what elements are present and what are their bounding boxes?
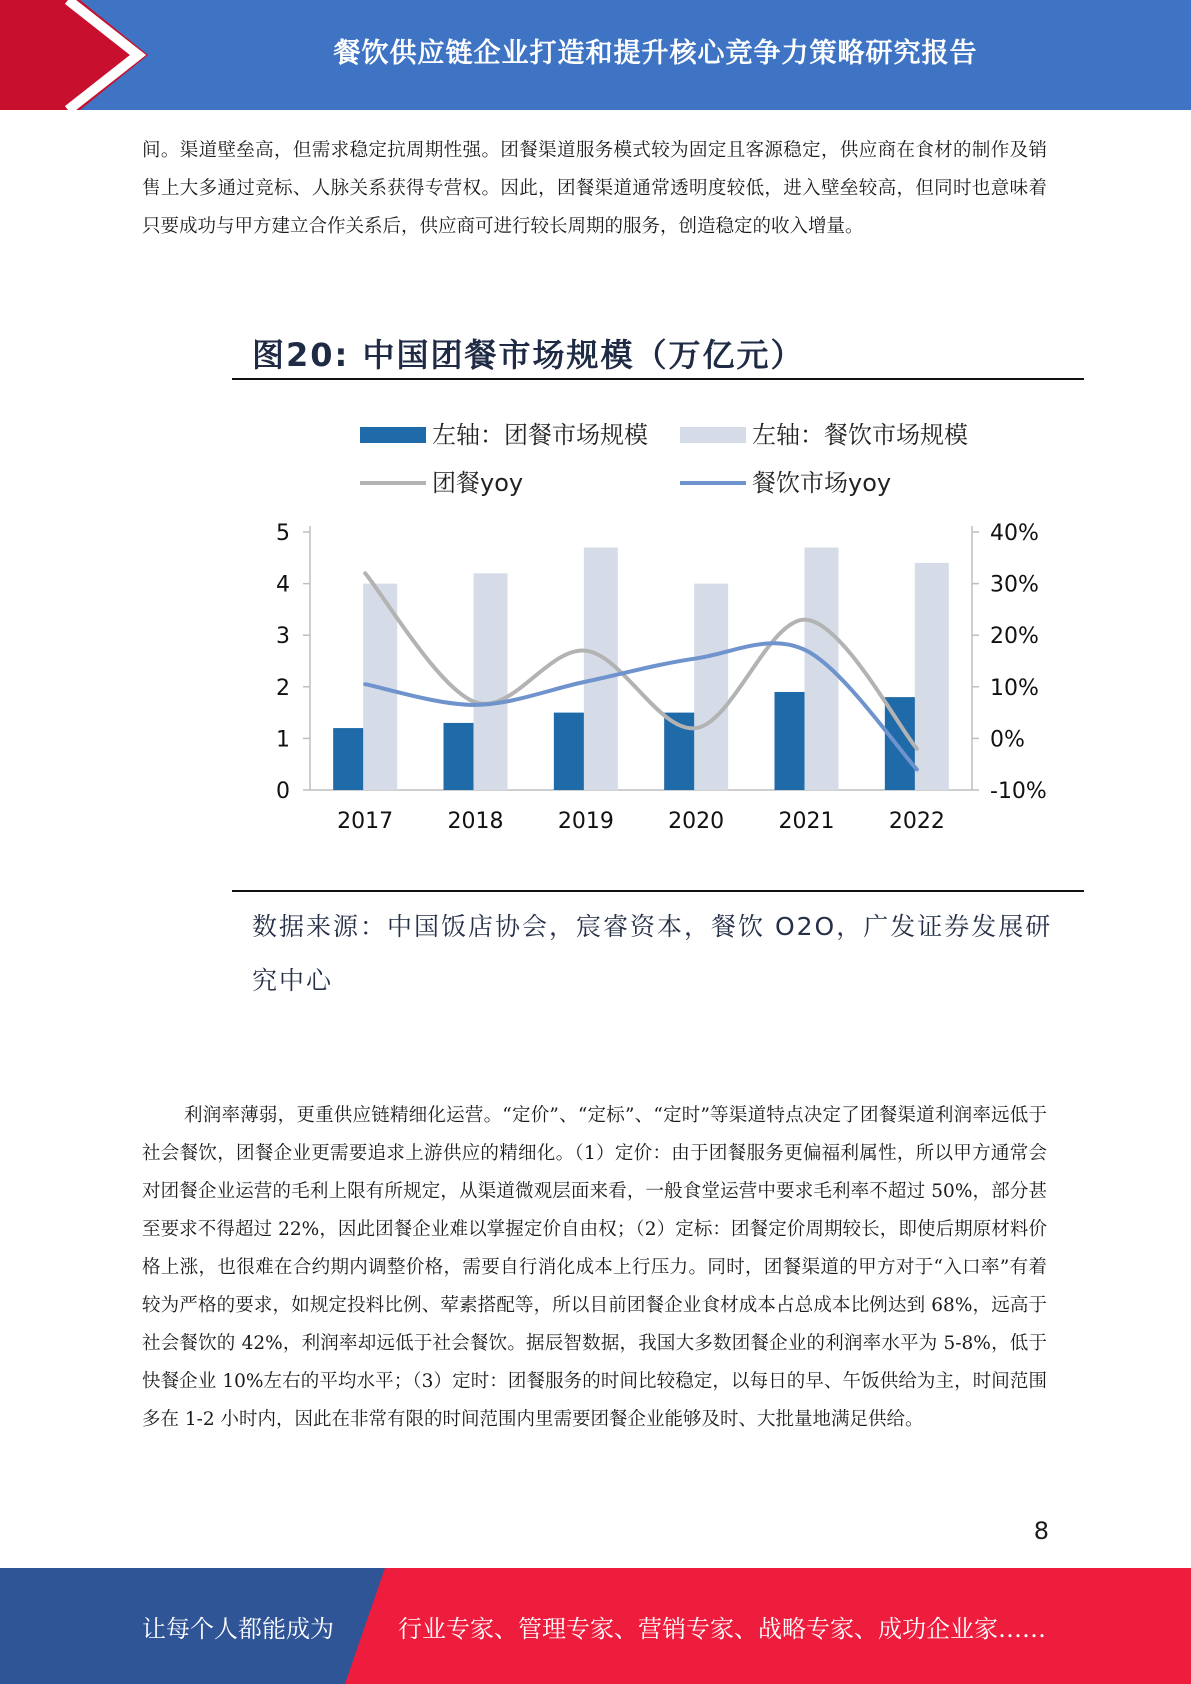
left-tick-label-2: 2 bbox=[276, 675, 290, 701]
body-paragraph-2: 利润率薄弱，更重供应链精细化运营。“定价”、“定标”、“定时”等渠道特点决定了团餐渠道利润率远低于社会餐饮，团餐企业更需要追求上游供应的精细化。（1）定价：由于团餐服务更偏福利属性，所以甲方通常会对团餐企业运营的毛利上限有所规定，从渠道微观层面来看，一般食堂运营中要求毛利率不超过 50%，部分甚至要求不得超过 22%，因此团餐企业难以掌握定价自由权；（2）定标：团餐定价周期较长，即使后期原材料价格上涨，也很难在合约期内调整价格，需要自行消化成本上行压力。同时，团餐渠道的甲方对于“入口率”有着较为严格的要求，如规定投料比例、荤素搭配等，所以目前团餐企业食材成本占总成本比例达到 68%，远高于社会餐饮的 42%，利润率却远低于社会餐饮。据辰智数据，我国大多数团餐企业的利润率水平为 5-8%，低于快餐企业 10%左右的平均水平；（3）定时：团餐服务的时间比较稳定，以每日的早、午饭供给为主，时间范围多在 1-2 小时内，因此在非常有限的时间范围内里需要团餐企业能够及时、大批量地满足供给。 bbox=[142, 1105, 1047, 1430]
right-tick-label-4: 30% bbox=[990, 572, 1039, 598]
report-title: 餐饮供应链企业打造和提升核心竞争力策略研究报告 bbox=[333, 37, 978, 69]
bar-s1-2020 bbox=[694, 584, 728, 790]
x-tick-label-4: 2021 bbox=[778, 809, 835, 834]
bar-s0-2017 bbox=[333, 728, 367, 790]
page-header bbox=[0, 0, 1191, 110]
bar-s0-2021 bbox=[775, 692, 809, 790]
bar-s1-2022 bbox=[915, 563, 949, 790]
x-tick-label-3: 2020 bbox=[668, 809, 725, 834]
market-size-chart bbox=[232, 395, 1084, 855]
x-tick-label-1: 2018 bbox=[447, 809, 504, 834]
legend-label-1: 左轴：餐饮市场规模 bbox=[752, 421, 968, 449]
left-tick-label-0: 0 bbox=[276, 779, 290, 804]
left-tick-label-4: 4 bbox=[276, 572, 290, 598]
figure-source: 数据来源：中国饭店协会，宸睿资本，餐饮 O2O，广发证券发展研究中心 bbox=[252, 912, 1053, 995]
figure-top-rule bbox=[232, 378, 1084, 380]
right-tick-label-0: -10% bbox=[990, 779, 1047, 804]
legend-label-3: 餐饮市场yoy bbox=[752, 469, 892, 497]
bar-s1-2019 bbox=[584, 547, 618, 790]
page-number: 8 bbox=[1033, 1517, 1049, 1545]
bar-s1-2018 bbox=[474, 573, 508, 790]
right-tick-label-1: 0% bbox=[990, 727, 1025, 753]
legend-label-2: 团餐yoy bbox=[432, 469, 524, 497]
bar-s0-2019 bbox=[554, 713, 588, 790]
figure-title: 图20: 中国团餐市场规模（万亿元） bbox=[252, 336, 805, 374]
legend-swatch-1 bbox=[680, 427, 746, 443]
left-tick-label-1: 1 bbox=[276, 727, 290, 753]
body-paragraph-1: 间。渠道壁垒高，但需求稳定抗周期性强。团餐渠道服务模式较为固定且客源稳定，供应商在食材的制作及销售上大多通过竞标、人脉关系获得专营权。因此，团餐渠道通常透明度较低，进入壁垒较高，但同时也意味着只要成功与甲方建立合作关系后，供应商可进行较长周期的服务，创造稳定的收入增量。 bbox=[142, 140, 1047, 237]
footer-slogan-left: 让每个人都能成为 bbox=[142, 1614, 334, 1643]
footer-slogan-right: 行业专家、管理专家、营销专家、战略专家、成功企业家…… bbox=[398, 1614, 1046, 1643]
left-tick-label-5: 5 bbox=[276, 521, 290, 546]
legend-label-0: 左轴：团餐市场规模 bbox=[432, 421, 648, 449]
x-tick-label-5: 2022 bbox=[888, 809, 945, 834]
page-footer bbox=[0, 1568, 1191, 1684]
right-tick-label-3: 20% bbox=[990, 624, 1039, 650]
right-tick-label-2: 10% bbox=[990, 675, 1039, 701]
x-tick-label-2: 2019 bbox=[557, 809, 614, 834]
figure-bottom-rule bbox=[232, 890, 1084, 892]
legend-swatch-0 bbox=[360, 427, 426, 443]
left-tick-label-3: 3 bbox=[276, 624, 290, 650]
x-tick-label-0: 2017 bbox=[337, 809, 394, 834]
right-tick-label-5: 40% bbox=[990, 521, 1039, 546]
bar-s0-2018 bbox=[444, 723, 478, 790]
